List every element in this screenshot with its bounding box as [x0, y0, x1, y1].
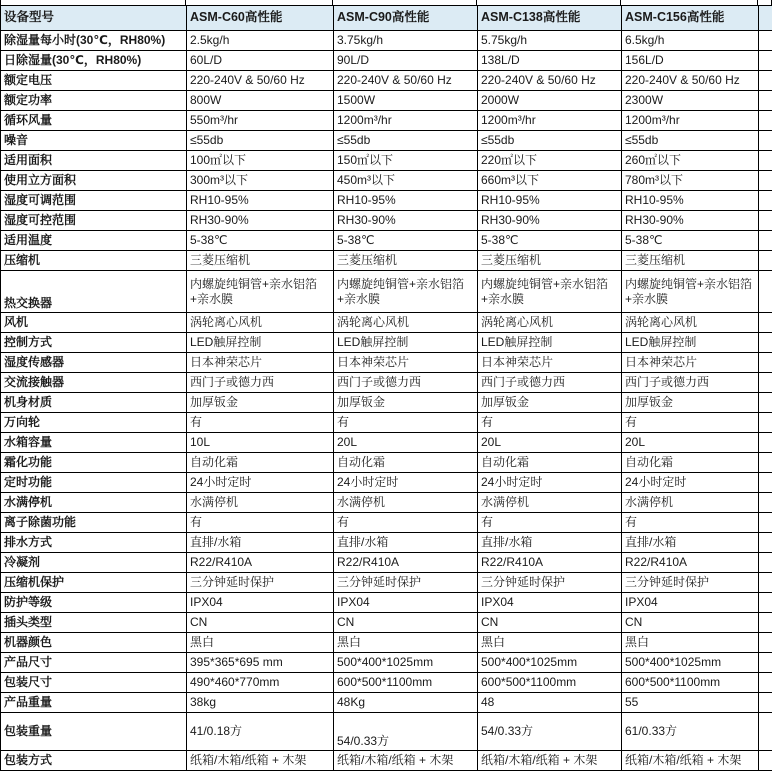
spec-empty-cell[interactable]	[759, 353, 772, 373]
spec-value-cell[interactable]: 41/0.18方	[187, 713, 334, 751]
spec-value-cell[interactable]: 600*500*1100mm	[622, 673, 759, 693]
grid-line-segment	[186, 0, 333, 5]
table-row	[1, 353, 772, 373]
spec-value-cell[interactable]: 600*500*1100mm	[334, 673, 478, 693]
spec-value-cell[interactable]: 54/0.33方	[478, 713, 622, 751]
spec-value-cell[interactable]: RH10-95%	[622, 191, 759, 211]
spec-value-cell[interactable]: 黑白	[334, 633, 478, 653]
spec-value-cell[interactable]: RH30-90%	[622, 211, 759, 231]
spec-empty-cell[interactable]	[759, 553, 772, 573]
spec-value-cell[interactable]: 100㎡以下	[187, 151, 334, 171]
spec-label-cell[interactable]: 湿度可调范围	[1, 191, 187, 211]
spec-value-cell[interactable]: 涡轮离心风机	[622, 313, 759, 333]
spec-value-cell[interactable]: 1200m³/hr	[334, 111, 478, 131]
spec-value-cell[interactable]: R22/R410A	[187, 553, 334, 573]
spec-empty-cell[interactable]	[759, 191, 772, 211]
spec-value-cell[interactable]: CN	[187, 613, 334, 633]
spec-label-cell[interactable]: 插头类型	[1, 613, 187, 633]
table-row	[1, 51, 772, 71]
spec-empty-cell[interactable]	[759, 433, 772, 453]
spec-value-cell[interactable]: 水满停机	[622, 493, 759, 513]
spec-value-cell[interactable]: RH10-95%	[478, 191, 622, 211]
spec-value-cell[interactable]: 加厚钣金	[187, 393, 334, 413]
spec-value-cell[interactable]: RH10-95%	[187, 191, 334, 211]
spec-empty-cell[interactable]	[759, 613, 772, 633]
table-row	[1, 31, 772, 51]
spec-value-cell[interactable]: 直排/水箱	[334, 533, 478, 553]
spec-value-cell[interactable]: 220-240V & 50/60 Hz	[187, 71, 334, 91]
table-row	[1, 111, 772, 131]
table-row	[1, 191, 772, 211]
spec-value-cell[interactable]: RH30-90%	[334, 211, 478, 231]
table-row	[1, 613, 772, 633]
spec-label-cell[interactable]: 热交换器	[1, 271, 187, 313]
spec-value-cell[interactable]: 日本神荣芯片	[622, 353, 759, 373]
spec-value-cell[interactable]: 纸箱/木箱/纸箱 + 木架	[478, 751, 622, 771]
spec-value-cell[interactable]: 涡轮离心风机	[478, 313, 622, 333]
spec-value-cell[interactable]: CN	[622, 613, 759, 633]
spec-value-cell[interactable]: 有	[478, 413, 622, 433]
spec-value-cell[interactable]: R22/R410A	[478, 553, 622, 573]
spec-value-cell[interactable]: 加厚钣金	[334, 393, 478, 413]
spec-value-cell[interactable]: 日本神荣芯片	[478, 353, 622, 373]
spec-value-cell[interactable]: 黑白	[187, 633, 334, 653]
spec-label-cell[interactable]: 除湿量每小时(30℃，RH80%)	[1, 31, 187, 51]
spec-value-cell[interactable]: 61/0.33方	[622, 713, 759, 751]
spec-empty-cell[interactable]	[759, 713, 772, 751]
grid-line-segment	[0, 0, 186, 5]
table-row	[1, 513, 772, 533]
spec-value-cell[interactable]: 三分钟延时保护	[478, 573, 622, 593]
spec-value-cell[interactable]: 1500W	[334, 91, 478, 111]
spec-empty-cell[interactable]	[759, 91, 772, 111]
spec-empty-cell[interactable]	[759, 533, 772, 553]
spec-value-cell[interactable]: IPX04	[187, 593, 334, 613]
spec-empty-cell[interactable]	[759, 393, 772, 413]
table-row	[1, 553, 772, 573]
spec-label-cell[interactable]: 包装方式	[1, 751, 187, 771]
spec-value-cell[interactable]: 490*460*770mm	[187, 673, 334, 693]
spec-label-cell[interactable]: 循环风量	[1, 111, 187, 131]
spec-value-cell[interactable]: 5-38℃	[622, 231, 759, 251]
spec-empty-cell[interactable]	[759, 131, 772, 151]
spec-empty-cell[interactable]	[759, 453, 772, 473]
table-row	[1, 413, 772, 433]
spec-value-cell[interactable]: 有	[478, 513, 622, 533]
table-row	[1, 71, 772, 91]
spec-value-cell[interactable]: CN	[478, 613, 622, 633]
spec-value-cell[interactable]: 三菱压缩机	[622, 251, 759, 271]
spec-value-cell[interactable]: 三菱压缩机	[478, 251, 622, 271]
spec-value-cell[interactable]: 自动化霜	[622, 453, 759, 473]
table-row	[1, 91, 772, 111]
spec-empty-cell[interactable]	[759, 593, 772, 613]
spec-label-cell[interactable]: 额定功率	[1, 91, 187, 111]
spec-empty-cell[interactable]	[759, 333, 772, 353]
table-row	[1, 171, 772, 191]
spec-value-cell[interactable]: 5-38℃	[478, 231, 622, 251]
spec-value-cell[interactable]: 500*400*1025mm	[334, 653, 478, 673]
spec-empty-cell[interactable]	[759, 673, 772, 693]
spec-value-cell[interactable]: ≤55db	[334, 131, 478, 151]
spec-label-cell[interactable]: 霜化功能	[1, 453, 187, 473]
spec-value-cell[interactable]: 西门子或德力西	[334, 373, 478, 393]
spec-table-header	[1, 6, 772, 31]
spec-value-cell[interactable]: ≤55db	[187, 131, 334, 151]
spec-value-cell[interactable]: 直排/水箱	[187, 533, 334, 553]
spec-value-cell[interactable]: 5.75kg/h	[478, 31, 622, 51]
table-row	[1, 633, 772, 653]
spec-value-cell[interactable]: 10L	[187, 433, 334, 453]
table-row	[1, 393, 772, 413]
spec-empty-cell[interactable]	[759, 171, 772, 191]
spec-value-cell[interactable]: RH30-90%	[187, 211, 334, 231]
spec-empty-cell[interactable]	[759, 211, 772, 231]
spec-value-cell[interactable]: 纸箱/木箱/纸箱 + 木架	[187, 751, 334, 771]
spec-value-cell[interactable]: 直排/水箱	[478, 533, 622, 553]
spec-value-cell[interactable]: RH30-90%	[478, 211, 622, 231]
spec-value-cell[interactable]: 220-240V & 50/60 Hz	[334, 71, 478, 91]
spec-value-cell[interactable]: 24小时定时	[478, 473, 622, 493]
header-cell-model[interactable]: ASM-C90高性能	[334, 6, 478, 31]
spec-value-cell[interactable]: 黑白	[478, 633, 622, 653]
spec-value-cell[interactable]: R22/R410A	[622, 553, 759, 573]
table-row	[1, 211, 772, 231]
spec-empty-cell[interactable]	[759, 473, 772, 493]
spec-value-cell[interactable]: 三分钟延时保护	[334, 573, 478, 593]
spec-value-cell[interactable]: 西门子或德力西	[187, 373, 334, 393]
table-row	[1, 231, 772, 251]
table-row	[1, 751, 772, 771]
spec-value-cell[interactable]: CN	[334, 613, 478, 633]
spec-value-cell[interactable]: 有	[334, 513, 478, 533]
spec-value-cell[interactable]: 220-240V & 50/60 Hz	[622, 71, 759, 91]
spec-value-cell[interactable]: 55	[622, 693, 759, 713]
spec-value-cell[interactable]: 2300W	[622, 91, 759, 111]
header-cell-model[interactable]: ASM-C138高性能	[478, 6, 622, 31]
table-row	[1, 713, 772, 751]
spec-empty-cell[interactable]	[759, 493, 772, 513]
table-row	[1, 333, 772, 353]
spec-value-cell[interactable]: 24小时定时	[334, 473, 478, 493]
spec-empty-cell[interactable]	[759, 653, 772, 673]
spec-empty-cell[interactable]	[759, 151, 772, 171]
table-row	[1, 151, 772, 171]
spec-value-cell[interactable]: 涡轮离心风机	[187, 313, 334, 333]
spec-empty-cell[interactable]	[759, 751, 772, 771]
spec-label-cell[interactable]: 压缩机	[1, 251, 187, 271]
spec-value-cell[interactable]: 纸箱/木箱/纸箱 + 木架	[334, 751, 478, 771]
grid-line-segment	[477, 0, 621, 5]
spec-value-cell[interactable]: LED触屏控制	[187, 333, 334, 353]
spec-value-cell[interactable]: 260㎡以下	[622, 151, 759, 171]
header-cell-empty[interactable]	[759, 6, 772, 31]
spec-value-cell[interactable]: 660m³以下	[478, 171, 622, 191]
spec-empty-cell[interactable]	[759, 693, 772, 713]
spec-value-cell[interactable]: 自动化霜	[478, 453, 622, 473]
spec-value-cell[interactable]: 水满停机	[334, 493, 478, 513]
spec-label-cell[interactable]: 使用立方面积	[1, 171, 187, 191]
table-row	[1, 533, 772, 553]
spec-value-cell[interactable]: 54/0.33方	[334, 713, 478, 751]
spec-value-cell[interactable]: 90L/D	[334, 51, 478, 71]
spec-empty-cell[interactable]	[759, 31, 772, 51]
spec-empty-cell[interactable]	[759, 373, 772, 393]
spec-value-cell[interactable]: 有	[187, 413, 334, 433]
spec-value-cell[interactable]: 150㎡以下	[334, 151, 478, 171]
spec-value-cell[interactable]: IPX04	[478, 593, 622, 613]
table-row	[1, 573, 772, 593]
spec-value-cell[interactable]: 自动化霜	[187, 453, 334, 473]
spec-value-cell[interactable]: 5-38℃	[187, 231, 334, 251]
spec-value-cell[interactable]: 黑白	[622, 633, 759, 653]
spec-empty-cell[interactable]	[759, 71, 772, 91]
table-row	[1, 593, 772, 613]
spec-value-cell[interactable]: 138L/D	[478, 51, 622, 71]
spec-value-cell[interactable]: 2.5kg/h	[187, 31, 334, 51]
spec-value-cell[interactable]: ≤55db	[622, 131, 759, 151]
spec-value-cell[interactable]: 20L	[622, 433, 759, 453]
header-cell-model[interactable]: ASM-C60高性能	[187, 6, 334, 31]
spec-label-cell[interactable]: 适用温度	[1, 231, 187, 251]
spec-label-cell[interactable]: 产品尺寸	[1, 653, 187, 673]
table-row	[1, 673, 772, 693]
spec-value-cell[interactable]: RH10-95%	[334, 191, 478, 211]
spec-value-cell[interactable]: 6.5kg/h	[622, 31, 759, 51]
spec-value-cell[interactable]: 加厚钣金	[622, 393, 759, 413]
spec-empty-cell[interactable]	[759, 231, 772, 251]
spec-empty-cell[interactable]	[759, 573, 772, 593]
table-row	[1, 313, 772, 333]
spec-value-cell[interactable]: 24小时定时	[622, 473, 759, 493]
spec-label-cell[interactable]: 交流接触器	[1, 373, 187, 393]
spec-value-cell[interactable]: 有	[622, 413, 759, 433]
spec-label-cell[interactable]: 包装尺寸	[1, 673, 187, 693]
spec-table	[0, 5, 772, 771]
spec-empty-cell[interactable]	[759, 51, 772, 71]
spec-value-cell[interactable]: 三分钟延时保护	[187, 573, 334, 593]
table-row	[1, 453, 772, 473]
spec-value-cell[interactable]: 内螺旋纯铜管+亲水铝箔+亲水膜	[478, 271, 622, 313]
spec-value-cell[interactable]: 300m³以下	[187, 171, 334, 191]
spec-value-cell[interactable]: 三分钟延时保护	[622, 573, 759, 593]
table-row	[1, 131, 772, 151]
spec-empty-cell[interactable]	[759, 111, 772, 131]
spec-value-cell[interactable]: 有	[622, 513, 759, 533]
spec-label-cell[interactable]: 离子除菌功能	[1, 513, 187, 533]
header-row	[1, 6, 772, 31]
spec-label-cell[interactable]: 防护等级	[1, 593, 187, 613]
spec-value-cell[interactable]: 纸箱/木箱/纸箱 + 木架	[622, 751, 759, 771]
spec-label-cell[interactable]: 日除湿量(30℃，RH80%)	[1, 51, 187, 71]
spec-value-cell[interactable]: LED触屏控制	[478, 333, 622, 353]
spec-value-cell[interactable]: 自动化霜	[334, 453, 478, 473]
spec-empty-cell[interactable]	[759, 251, 772, 271]
spec-value-cell[interactable]: 500*400*1025mm	[478, 653, 622, 673]
spec-value-cell[interactable]: IPX04	[334, 593, 478, 613]
spec-label-cell[interactable]: 湿度传感器	[1, 353, 187, 373]
header-cell-model[interactable]: ASM-C156高性能	[622, 6, 759, 31]
spec-value-cell[interactable]: 直排/水箱	[622, 533, 759, 553]
spec-label-cell[interactable]: 适用面积	[1, 151, 187, 171]
spec-value-cell[interactable]: 800W	[187, 91, 334, 111]
grid-line-segment	[758, 0, 772, 5]
spec-value-cell[interactable]: 3.75kg/h	[334, 31, 478, 51]
spec-label-cell[interactable]: 水满停机	[1, 493, 187, 513]
spec-value-cell[interactable]: 日本神荣芯片	[334, 353, 478, 373]
spec-value-cell[interactable]: 500*400*1025mm	[622, 653, 759, 673]
spec-label-cell[interactable]: 包装重量	[1, 713, 187, 751]
spec-value-cell[interactable]: 水满停机	[187, 493, 334, 513]
spec-value-cell[interactable]: 有	[187, 513, 334, 533]
spec-label-cell[interactable]: 风机	[1, 313, 187, 333]
spec-table-body	[1, 31, 772, 771]
spec-label-cell[interactable]: 湿度可控范围	[1, 211, 187, 231]
spec-empty-cell[interactable]	[759, 271, 772, 313]
spec-value-cell[interactable]: 600*500*1100mm	[478, 673, 622, 693]
spec-value-cell[interactable]: 内螺旋纯铜管+亲水铝箔+亲水膜	[187, 271, 334, 313]
table-row	[1, 251, 772, 271]
spec-value-cell[interactable]: LED触屏控制	[622, 333, 759, 353]
spec-value-cell[interactable]: 780m³以下	[622, 171, 759, 191]
spec-label-cell[interactable]: 噪音	[1, 131, 187, 151]
spec-value-cell[interactable]: 156L/D	[622, 51, 759, 71]
spec-value-cell[interactable]: 2000W	[478, 91, 622, 111]
table-row	[1, 433, 772, 453]
spec-empty-cell[interactable]	[759, 313, 772, 333]
spec-label-cell[interactable]: 产品重量	[1, 693, 187, 713]
table-row	[1, 653, 772, 673]
spec-label-cell[interactable]: 水箱容量	[1, 433, 187, 453]
spec-value-cell[interactable]: 涡轮离心风机	[334, 313, 478, 333]
spec-value-cell[interactable]: 220㎡以下	[478, 151, 622, 171]
spec-value-cell[interactable]: ≤55db	[478, 131, 622, 151]
spec-value-cell[interactable]: 内螺旋纯铜管+亲水铝箔+亲水膜	[334, 271, 478, 313]
spec-value-cell[interactable]: 20L	[478, 433, 622, 453]
spec-value-cell[interactable]: IPX04	[622, 593, 759, 613]
spec-label-cell[interactable]: 压缩机保护	[1, 573, 187, 593]
spec-value-cell[interactable]: 5-38℃	[334, 231, 478, 251]
spec-value-cell[interactable]: 395*365*695 mm	[187, 653, 334, 673]
spec-value-cell[interactable]: 1200m³/hr	[622, 111, 759, 131]
grid-line-segment	[621, 0, 758, 5]
table-row	[1, 473, 772, 493]
spec-value-cell[interactable]: 三菱压缩机	[187, 251, 334, 271]
spec-label-cell[interactable]: 冷凝剂	[1, 553, 187, 573]
spec-label-cell[interactable]: 机器颜色	[1, 633, 187, 653]
table-row	[1, 693, 772, 713]
spec-value-cell[interactable]: 38kg	[187, 693, 334, 713]
table-row	[1, 373, 772, 393]
spec-value-cell[interactable]: LED触屏控制	[334, 333, 478, 353]
spec-value-cell[interactable]: 西门子或德力西	[478, 373, 622, 393]
spec-value-cell[interactable]: 60L/D	[187, 51, 334, 71]
spec-value-cell[interactable]: R22/R410A	[334, 553, 478, 573]
spec-value-cell[interactable]: 24小时定时	[187, 473, 334, 493]
spec-value-cell[interactable]: 550m³/hr	[187, 111, 334, 131]
spec-empty-cell[interactable]	[759, 413, 772, 433]
spec-label-cell[interactable]: 额定电压	[1, 71, 187, 91]
spec-label-cell[interactable]: 定时功能	[1, 473, 187, 493]
spec-label-cell[interactable]: 控制方式	[1, 333, 187, 353]
spec-empty-cell[interactable]	[759, 633, 772, 653]
spec-label-cell[interactable]: 机身材质	[1, 393, 187, 413]
spec-value-cell[interactable]: 日本神荣芯片	[187, 353, 334, 373]
spec-value-cell[interactable]: 20L	[334, 433, 478, 453]
spec-value-cell[interactable]: 三菱压缩机	[334, 251, 478, 271]
spec-value-cell[interactable]: 48Kg	[334, 693, 478, 713]
spec-value-cell[interactable]: 加厚钣金	[478, 393, 622, 413]
spec-value-cell[interactable]: 48	[478, 693, 622, 713]
spec-empty-cell[interactable]	[759, 513, 772, 533]
spec-value-cell[interactable]: 1200m³/hr	[478, 111, 622, 131]
spec-label-cell[interactable]: 万向轮	[1, 413, 187, 433]
grid-line-segment	[333, 0, 477, 5]
table-row	[1, 271, 772, 313]
header-cell-device-model[interactable]: 设备型号	[1, 6, 187, 31]
spec-value-cell[interactable]: 西门子或德力西	[622, 373, 759, 393]
spec-value-cell[interactable]: 220-240V & 50/60 Hz	[478, 71, 622, 91]
spec-value-cell[interactable]: 水满停机	[478, 493, 622, 513]
spec-label-cell[interactable]: 排水方式	[1, 533, 187, 553]
spec-value-cell[interactable]: 内螺旋纯铜管+亲水铝箔+亲水膜	[622, 271, 759, 313]
spec-value-cell[interactable]: 450m³以下	[334, 171, 478, 191]
table-row	[1, 493, 772, 513]
cropped-row-top	[0, 0, 772, 5]
spec-value-cell[interactable]: 有	[334, 413, 478, 433]
